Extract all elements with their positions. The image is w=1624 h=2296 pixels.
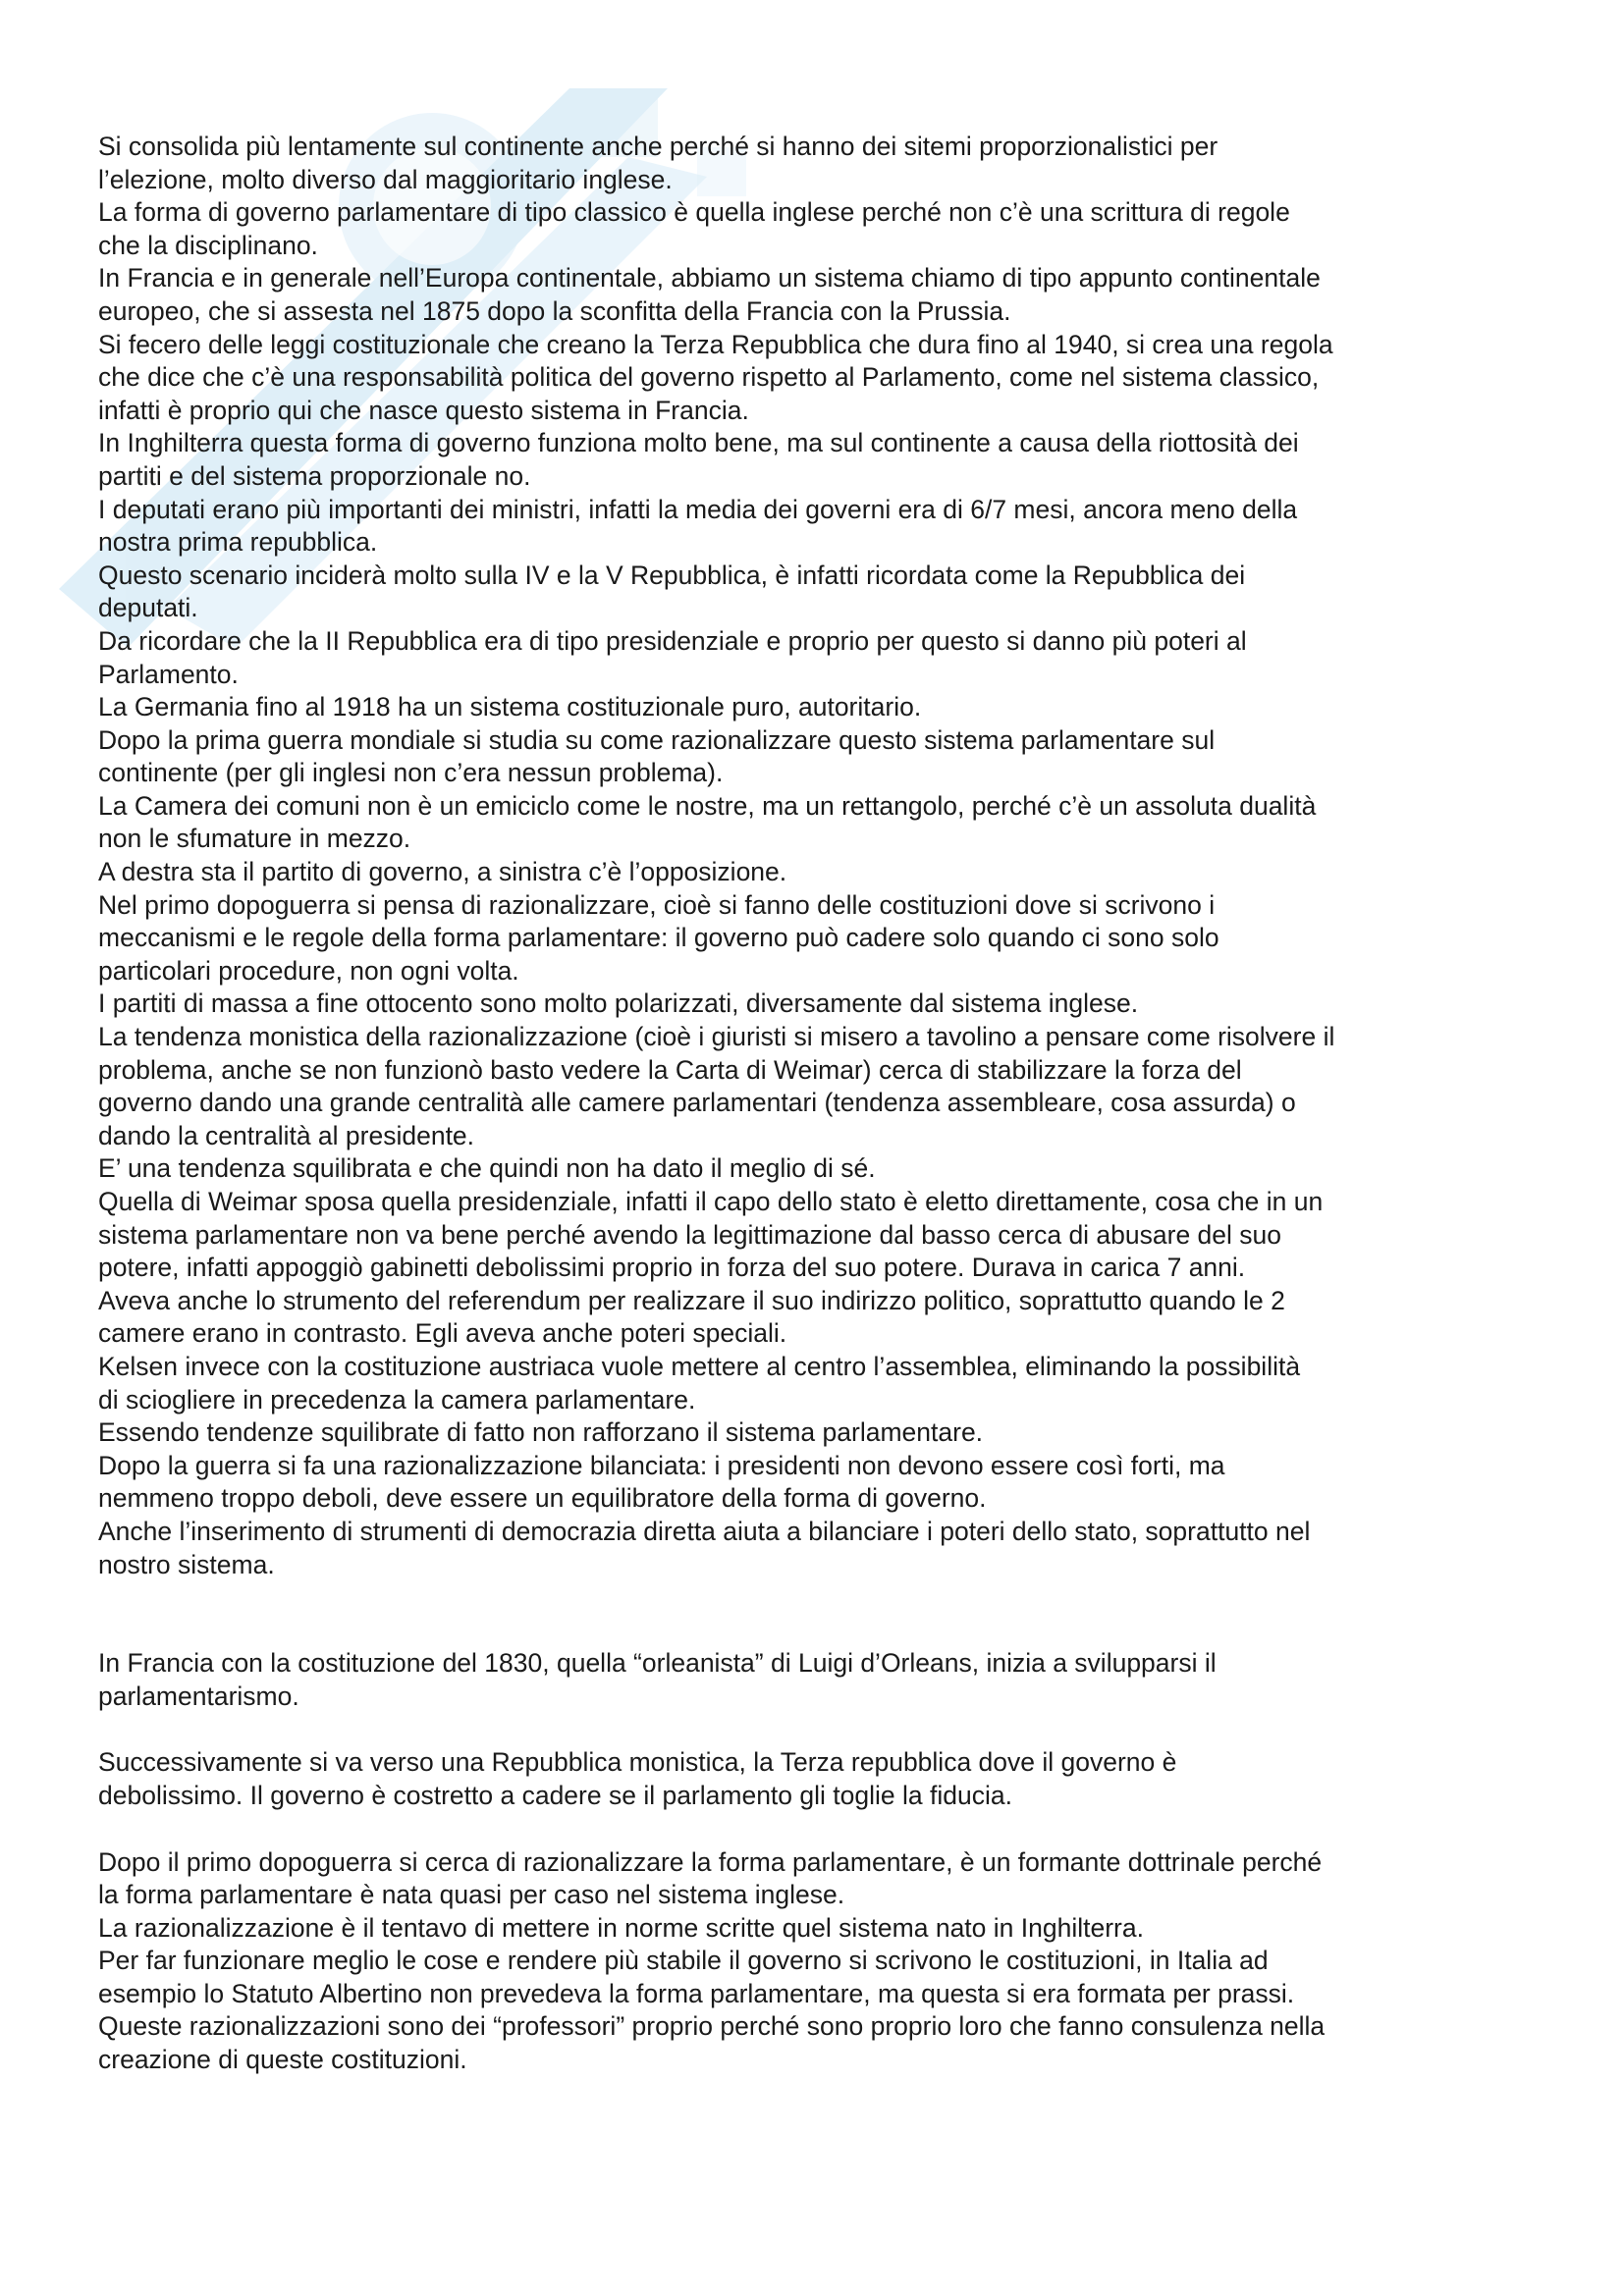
section-orleanista xyxy=(98,1647,1542,1713)
paragraph: Nel primo dopoguerra si pensa di razionalizzare, cioè si fanno delle costituzioni dove si scrivono i meccanismi e le regole della forma parlamentare: il governo può cadere solo quando ci sono solo particolari procedure, non ogni volta. xyxy=(98,889,1219,986)
paragraph: A destra sta il partito di governo, a sinistra c’è l’opposizione. xyxy=(98,857,787,887)
paragraph: In Inghilterra questa forma di governo funziona molto bene, ma sul continente a causa della riottosità dei partiti e del sistema proporzionale no. xyxy=(98,428,1299,491)
paragraph: Essendo tendenze squilibrate di fatto non rafforzano il sistema parlamentare. xyxy=(98,1417,984,1448)
paragraph: Dopo la prima guerra mondiale si studia su come razionalizzare questo sistema parlamentare sul continente (per gli inglesi non c’era nessun problema). xyxy=(98,724,1216,788)
paragraph: Si fecero delle leggi costituzionale che creano la Terza Repubblica che dura fino al 1940, si crea una regola che dice che c’è una responsabilità politica del governo rispetto al Parlamento, come nel sistema classico, infatti è proprio qui che nasce questo sistema in Francia. xyxy=(98,329,1333,425)
paragraph: Kelsen invece con la costituzione austriaca vuole mettere al centro l’assemblea, eliminando la possibilità di sciogliere in precedenza la camera parlamentare. xyxy=(98,1351,1301,1415)
paragraph: Aveva anche lo strumento del referendum per realizzare il suo indirizzo politico, soprattutto quando le 2 camere erano in contrasto. Egli aveva anche poteri speciali. xyxy=(98,1285,1285,1349)
paragraph: Dopo il primo dopoguerra si cerca di razionalizzare la forma parlamentare, è un formante dottrinale perché la forma parlamentare è nata quasi per caso nel sistema inglese. xyxy=(98,1846,1323,1910)
paragraph: Successivamente si va verso una Repubblica monistica, la Terza repubblica dove il governo è debolissimo. Il governo è costretto a cadere se il parlamento gli toglie la fiducia. xyxy=(98,1747,1177,1810)
paragraph: I deputati erano più importanti dei ministri, infatti la media dei governi era di 6/7 mesi, ancora meno della nostra prima repubblica. xyxy=(98,494,1298,558)
paragraph: E’ una tendenza squilibrata e che quindi non ha dato il meglio di sé. xyxy=(98,1153,876,1184)
paragraph: In Francia e in generale nell’Europa continentale, abbiamo un sistema chiamo di tipo appunto continentale europeo, che si assesta nel 1875 dopo la sconfitta della Francia con la Prussia. xyxy=(98,263,1321,326)
section-razionalizzazione xyxy=(98,1846,1542,2077)
paragraph: Per far funzionare meglio le cose e rendere più stabile il governo si scrivono le costituzioni, in Italia ad esempio lo Statuto Albertino non prevedeva la forma parlamentare, ma questa si era formata per prassi. xyxy=(98,1946,1295,2008)
section-terza-repubblica xyxy=(98,1746,1542,1812)
paragraph: I partiti di massa a fine ottocento sono molto polarizzati, diversamente dal sistema inglese. xyxy=(98,988,1139,1019)
paragraph: La forma di governo parlamentare di tipo classico è quella inglese perché non c’è una scrittura di regole che la disciplinano. xyxy=(98,197,1290,260)
section-main xyxy=(98,131,1542,1581)
document-page xyxy=(98,131,1542,2077)
paragraph: Anche l’inserimento di strumenti di democrazia diretta aiuta a bilanciare i poteri dello stato, soprattutto nel nostro sistema. xyxy=(98,1516,1311,1579)
paragraph: La Camera dei comuni non è un emiciclo come le nostre, ma un rettangolo, perché c’è un assoluta dualità non le sfumature in mezzo. xyxy=(98,790,1317,854)
paragraph: In Francia con la costituzione del 1830, quella “orleanista” di Luigi d’Orleans, inizia a svilupparsi il parlamentarismo. xyxy=(98,1648,1217,1711)
paragraph: Si consolida più lentamente sul continente anche perché si hanno dei sitemi proporzionalistici per l’elezione, molto diverso dal maggioritario inglese. xyxy=(98,132,1218,194)
paragraph: La razionalizzazione è il tentavo di mettere in norme scritte quel sistema nato in Inghilterra. xyxy=(98,1912,1144,1943)
spacer xyxy=(98,1581,1542,1647)
spacer xyxy=(98,1813,1542,1846)
spacer xyxy=(98,1713,1542,1746)
paragraph: Questo scenario inciderà molto sulla IV e la V Repubblica, è infatti ricordata come la Repubblica dei deputati. xyxy=(98,560,1246,623)
paragraph: La Germania fino al 1918 ha un sistema costituzionale puro, autoritario. xyxy=(98,692,922,722)
paragraph: Queste razionalizzazioni sono dei “professori” proprio perché sono proprio loro che fanno consulenza nella creazione di queste costituzioni. xyxy=(98,2011,1326,2075)
paragraph: Da ricordare che la II Repubblica era di tipo presidenziale e proprio per questo si danno più poteri al Parlamento. xyxy=(98,625,1247,689)
paragraph: Quella di Weimar sposa quella presidenziale, infatti il capo dello stato è eletto direttamente, cosa che in un sistema parlamentare non va bene perché avendo la legittimazione dal basso cerca di abusare del suo potere, infatti appoggiò gabinetti debolissimi proprio in forza del suo potere. Durava in carica 7 anni. xyxy=(98,1187,1324,1283)
paragraph: La tendenza monistica della razionalizzazione (cioè i giuristi si misero a tavolino a pensare come risolvere il problema, anche se non funzionò basto vedere la Carta di Weimar) cerca di stabilizzare la forza del governo dando una grande centralità alle camere parlamentari (tendenza assembleare, cosa assurda) o dando la centralità al presidente. xyxy=(98,1022,1335,1150)
paragraph: Dopo la guerra si fa una razionalizzazione bilanciata: i presidenti non devono essere così forti, ma nemmeno troppo deboli, deve essere un equilibratore della forma di governo. xyxy=(98,1450,1225,1514)
